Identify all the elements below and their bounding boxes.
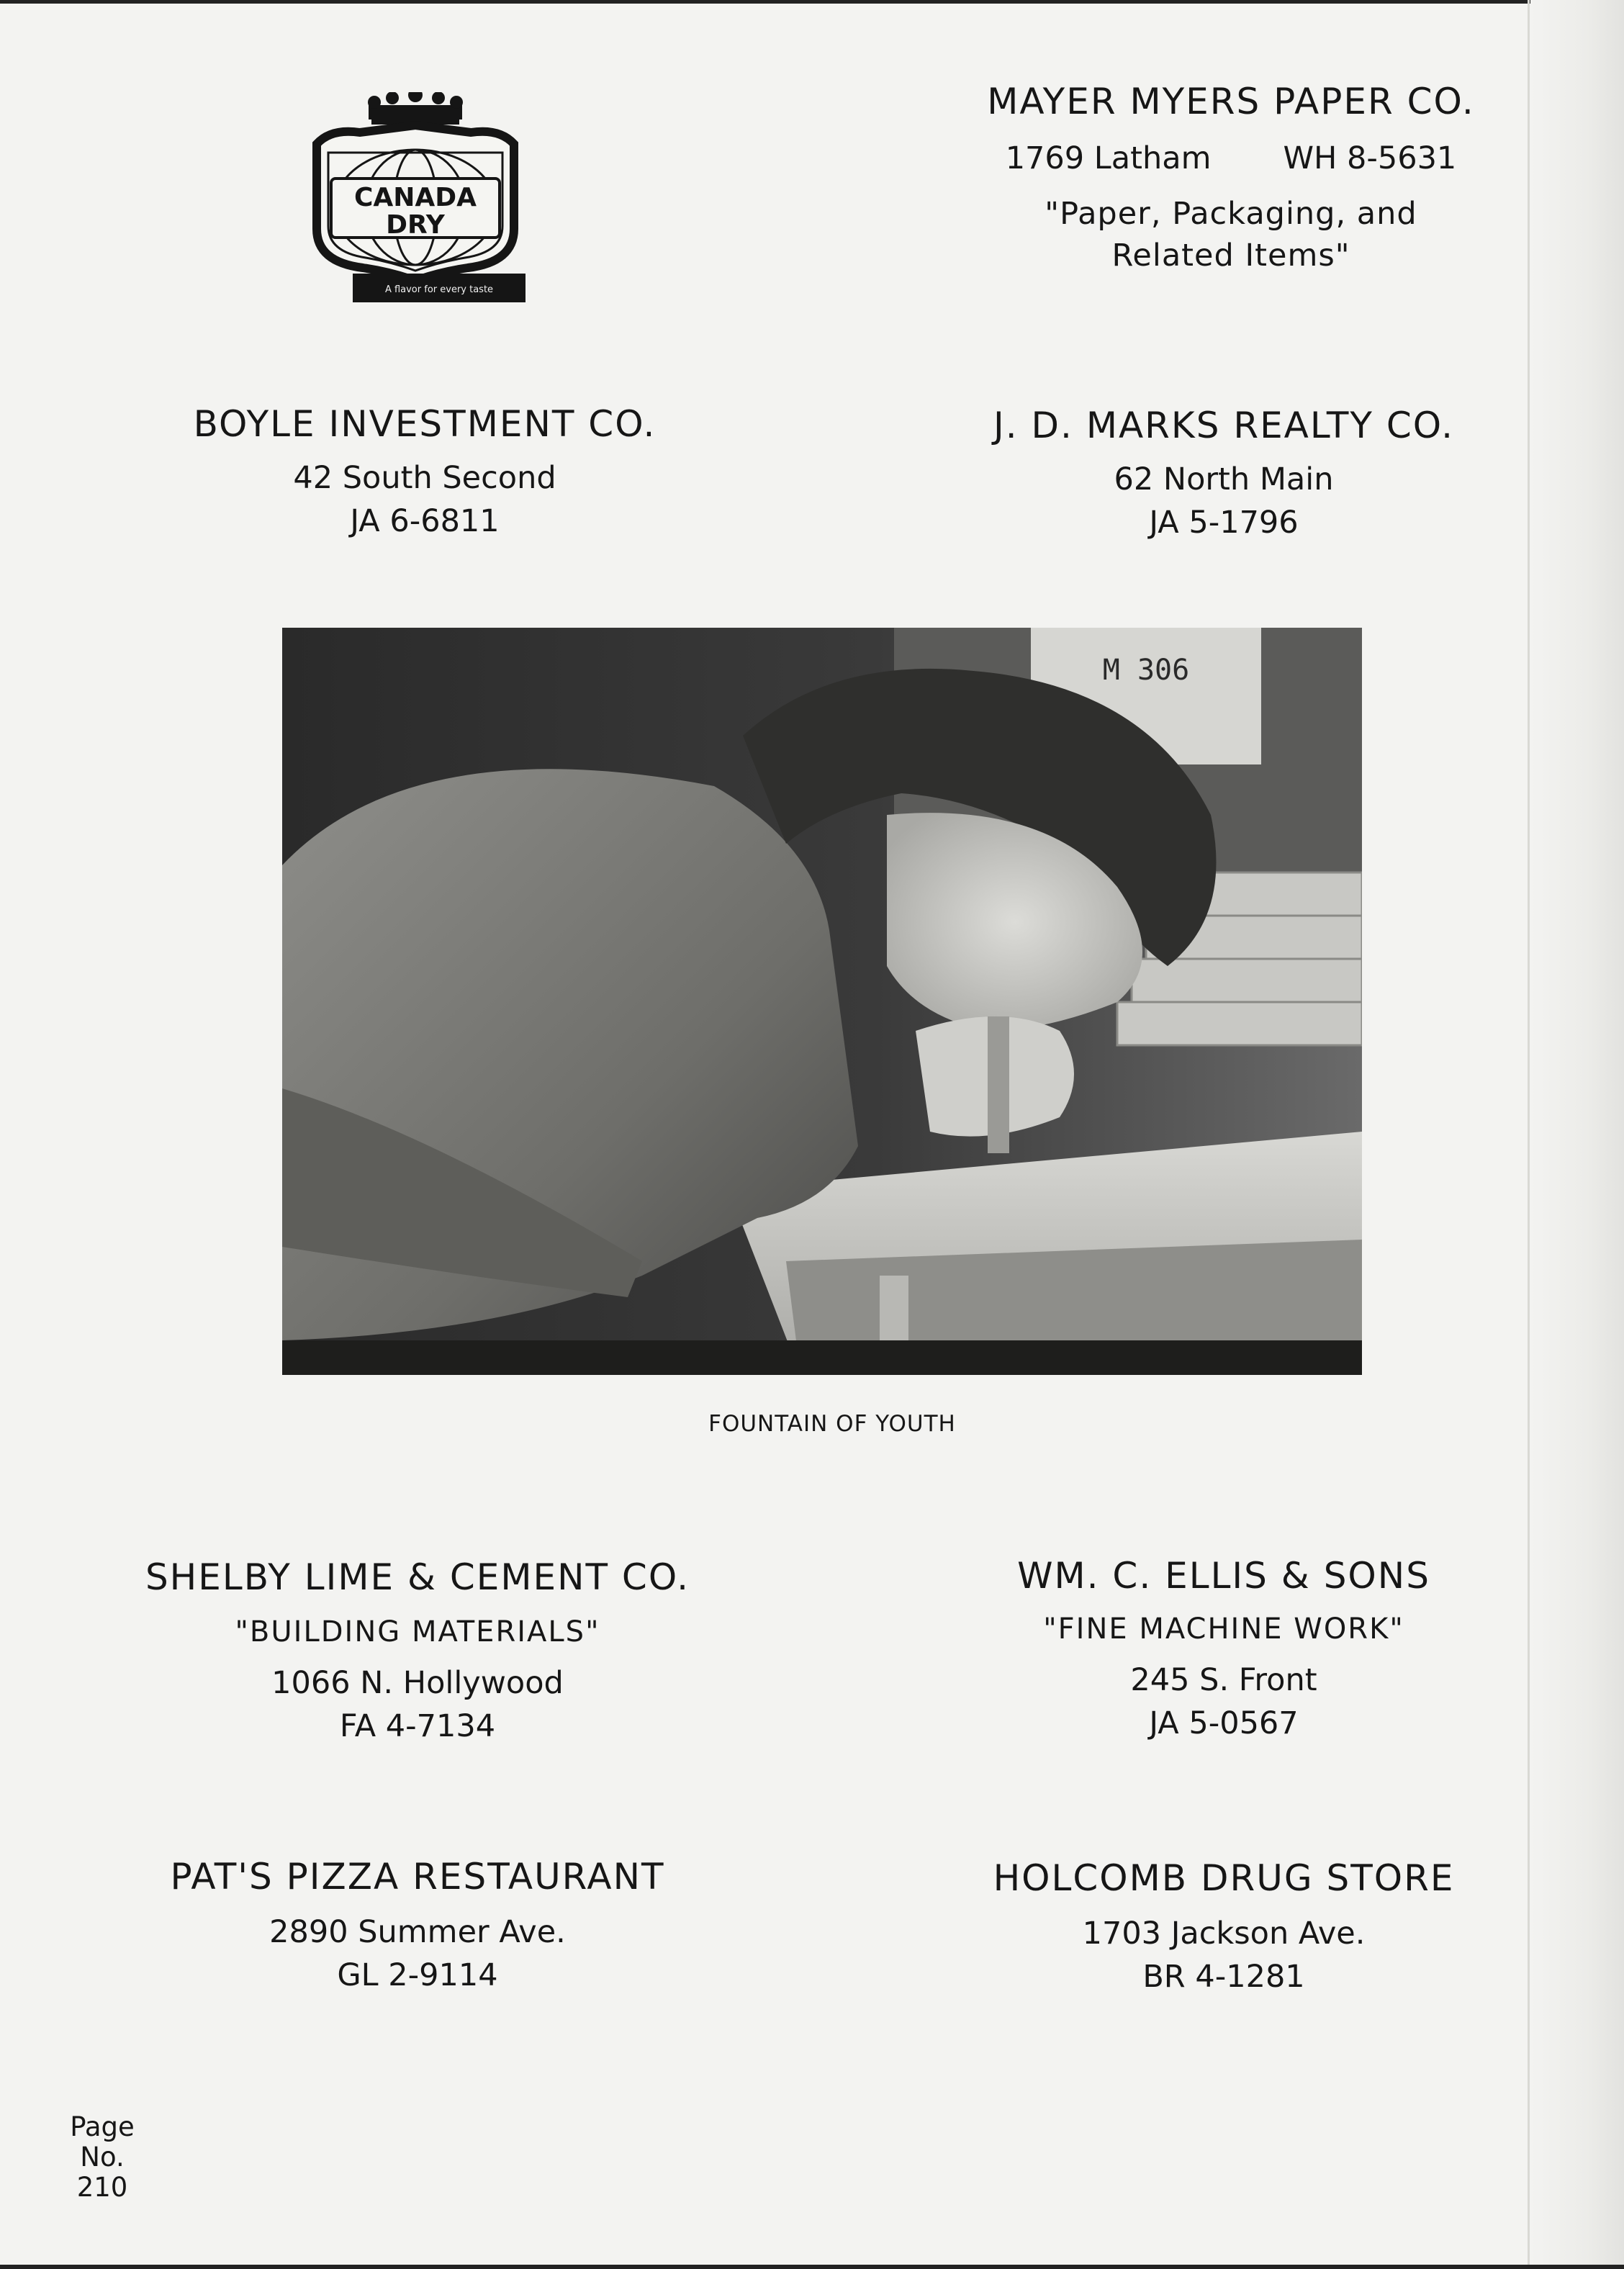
ad-address: 42 South Second: [293, 460, 556, 496]
ad-address: 245 S. Front: [1130, 1662, 1317, 1698]
ad-boyle-investment: [122, 403, 727, 543]
ad-phone: BR 4-1281: [1142, 1959, 1305, 1995]
top-border: [0, 0, 1624, 4]
ad-name: WM. C. ELLIS & SONS: [1017, 1555, 1430, 1597]
ad-phone: WH 8-5631: [1283, 140, 1457, 176]
ad-phone: JA 5-0567: [1149, 1705, 1299, 1741]
ad-address: 62 North Main: [1114, 461, 1334, 497]
ad-phone: FA 4-7134: [339, 1708, 496, 1744]
ad-holcomb-drug: [921, 1857, 1526, 1998]
ad-wm-c-ellis-sons: [907, 1555, 1540, 1745]
photo-caption: FOUNTAIN OF YOUTH: [708, 1411, 956, 1437]
ad-tagline: "FINE MACHINE WORK": [1043, 1612, 1404, 1646]
ad-tagline: "BUILDING MATERIALS": [235, 1615, 600, 1648]
ad-quote-line2: Related Items": [1111, 238, 1350, 274]
ad-pats-pizza: [115, 1856, 720, 1997]
ad-quote-line1: "Paper, Packaging, and: [1045, 196, 1417, 232]
ad-name: J. D. MARKS REALTY CO.: [993, 405, 1454, 446]
ad-phone: JA 6-6811: [350, 503, 500, 539]
logo-brand-line1: CANADA: [353, 183, 477, 212]
canada-dry-logo: [302, 92, 533, 308]
ad-name: BOYLE INVESTMENT CO.: [193, 403, 657, 445]
logo-slogan: A flavor for every taste: [384, 284, 494, 295]
page-number: [66, 2112, 138, 2203]
page-edge-line: [1528, 0, 1530, 2269]
page-number-line1: Page: [70, 2111, 135, 2142]
ad-shelby-lime-cement: [101, 1556, 734, 1748]
ad-address-phone: [929, 137, 1533, 180]
ad-name: MAYER MYERS PAPER CO.: [987, 81, 1475, 122]
ad-address: 2890 Summer Ave.: [269, 1914, 566, 1950]
page-number-value: 210: [76, 2172, 128, 2203]
page-edge-shadow: [1530, 0, 1624, 2269]
ad-address: 1703 Jackson Ave.: [1082, 1916, 1366, 1952]
ad-phone: GL 2-9114: [337, 1957, 498, 1993]
photo-fountain: [282, 628, 1362, 1375]
ad-name: HOLCOMB DRUG STORE: [993, 1857, 1455, 1899]
ad-phone: JA 5-1796: [1149, 505, 1299, 541]
photo-image: [282, 628, 1362, 1375]
logo-brand-line2: DRY: [386, 210, 445, 240]
photo-sign-text: M 306: [1102, 654, 1190, 687]
ad-name: PAT'S PIZZA RESTAURANT: [170, 1856, 665, 1898]
ad-jd-marks-realty: [921, 405, 1526, 544]
crown-shield-logo-icon: [302, 92, 533, 308]
page-number-line2: No.: [80, 2142, 125, 2173]
bottom-border: [0, 2265, 1624, 2269]
ad-address: 1066 N. Hollywood: [271, 1665, 564, 1701]
ad-name: SHELBY LIME & CEMENT CO.: [145, 1556, 690, 1598]
ad-address: 1769 Latham: [1005, 140, 1212, 176]
ad-mayer-myers: [929, 81, 1533, 276]
